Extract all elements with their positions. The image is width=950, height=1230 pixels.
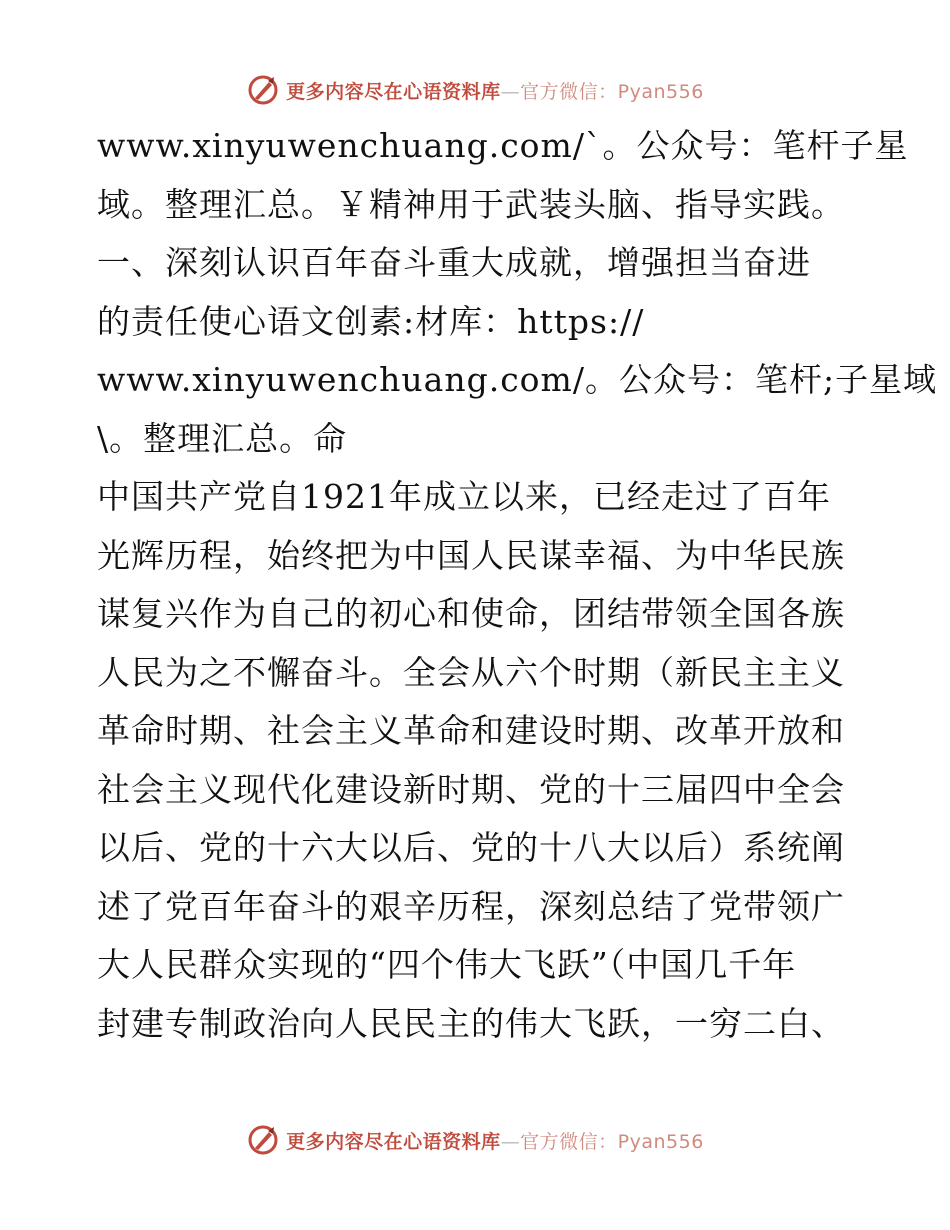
text-line: 述了党百年奋斗的艰辛历程，深刻总结了党带领广 xyxy=(97,886,845,926)
document-body xyxy=(97,117,938,1053)
header-separator: — xyxy=(500,80,521,103)
footer-contact-text: 官方微信：Pyan556 xyxy=(520,1130,704,1153)
text-line: 封建专制政治向人民民主的伟大飞跃，一穷二白、 xyxy=(97,1003,845,1043)
quill-logo-icon xyxy=(246,73,280,107)
text-line: 中国共产党自1921年成立以来，已经走过了百年 xyxy=(97,477,831,516)
header-contact-text: 官方微信：Pyan556 xyxy=(520,80,704,103)
header-banner-text xyxy=(286,77,704,104)
footer-banner-text xyxy=(286,1127,704,1154)
text-line: 的责任使心语文创素:材库：https:// xyxy=(97,301,645,341)
text-line: 以后、党的十六大以后、党的十八大以后）系统阐 xyxy=(97,828,845,867)
text-line: 社会主义现代化建设新时期、党的十三届四中全会 xyxy=(97,769,845,809)
text-line: 光辉历程，始终把为中国人民谋幸福、为中华民族 xyxy=(97,535,845,575)
footer-separator: — xyxy=(500,1130,521,1153)
text-line: www.xinyuwenchuang.com/`。公众号：笔杆子星 xyxy=(97,126,909,165)
header-banner xyxy=(0,70,950,110)
text-line: 谋复兴作为自己的初心和使命，团结带领全国各族 xyxy=(97,594,845,633)
text-line: \。整理汇总。命 xyxy=(97,418,348,458)
text-line: 一、深刻认识百年奋斗重大成就，增强担当奋进 xyxy=(97,243,811,282)
paragraph-3 xyxy=(97,468,857,1053)
paragraph-1 xyxy=(97,117,909,234)
text-line: 域。整理汇总。￥精神用于武装头脑、指导实践。 xyxy=(97,184,845,224)
text-line: 革命时期、社会主义革命和建设时期、改革开放和 xyxy=(97,711,845,750)
text-line: 人民为之不懈奋斗。全会从六个时期（新民主主义 xyxy=(97,652,845,692)
paragraph-2 xyxy=(97,234,938,468)
text-line: www.xinyuwenchuang.com/。公众号：笔杆;子星域 xyxy=(97,360,938,399)
quill-logo-icon xyxy=(246,1123,280,1157)
footer-brand-text: 更多内容尽在心语资料库 xyxy=(286,1130,501,1153)
text-line: 大人民群众实现的“四个伟大飞跃”（中国几千年 xyxy=(97,945,797,984)
footer-banner xyxy=(0,1120,950,1160)
header-brand-text: 更多内容尽在心语资料库 xyxy=(286,80,501,103)
